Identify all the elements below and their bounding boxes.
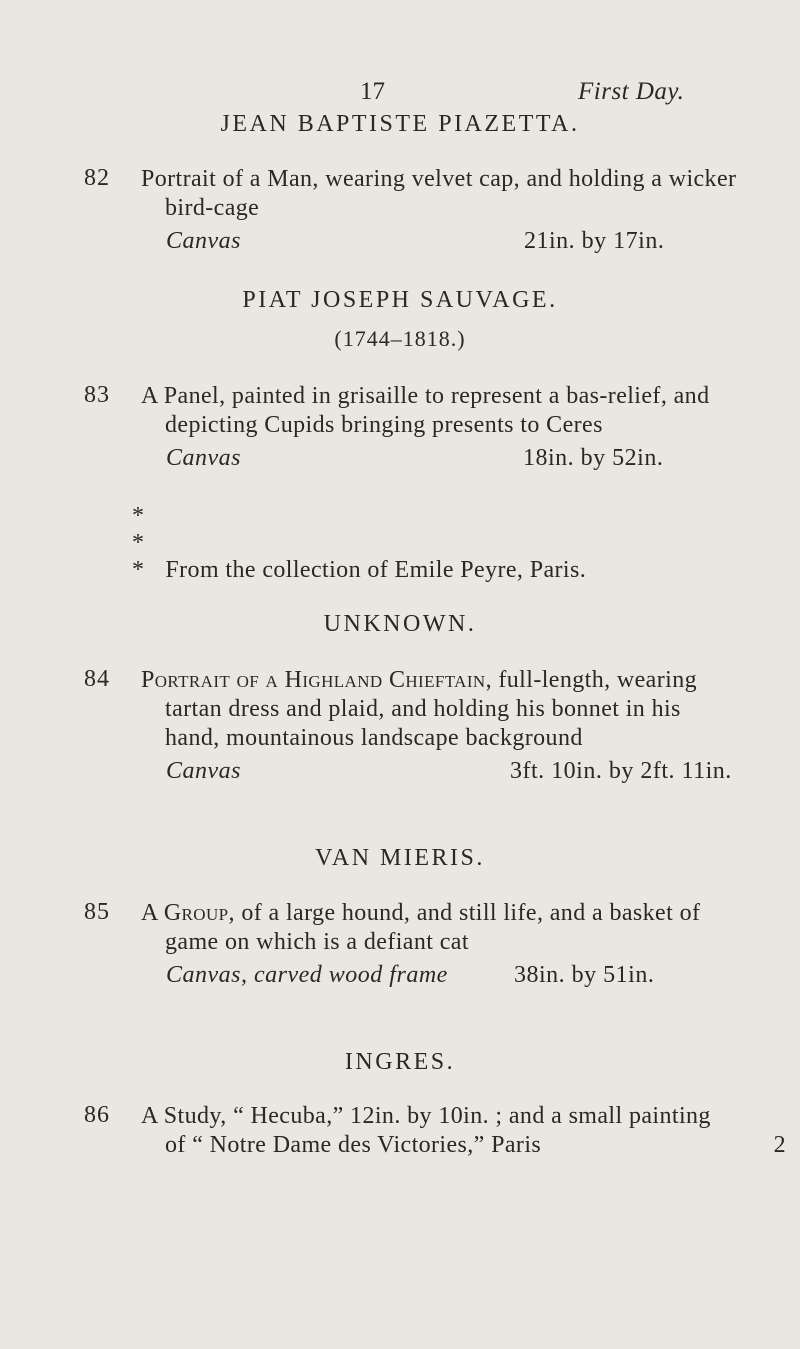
lot-number: 85: [84, 899, 110, 925]
lot-size: 18in. by 52in.: [523, 445, 664, 471]
lot-number: 84: [84, 666, 110, 692]
lot-description-line: Portrait of a Man, wearing velvet cap, and holding a wicker: [141, 166, 737, 192]
lot-description-line: A Panel, painted in grisaille to represent a bas-relief, and: [141, 383, 710, 409]
artist-dates: (1744–1818.): [334, 326, 466, 351]
lot-description: [141, 899, 786, 957]
lot-medium-row: [0, 962, 800, 992]
lot-description: [141, 382, 786, 440]
artist-heading: JEAN BAPTISTE PIAZETTA.: [220, 111, 580, 137]
lot-title: Group,: [163, 900, 235, 926]
lot-description-line: game on which is a defiant cat: [165, 929, 469, 955]
page-number: 17: [360, 78, 385, 105]
lot-description-line: [141, 1131, 786, 1160]
lot-description-line: full-length, wearing: [498, 667, 697, 693]
lot-description: [141, 165, 786, 223]
artist-heading: INGRES.: [344, 1049, 456, 1075]
lot-size: 38in. by 51in.: [514, 962, 655, 988]
lot-number: 86: [84, 1102, 110, 1128]
asterism-mark: * * *: [132, 503, 150, 583]
artist-heading: VAN MIERIS.: [315, 845, 485, 871]
lot-number: 82: [84, 165, 110, 191]
lot-medium-row: [0, 228, 800, 258]
provenance-text: From the collection of Emile Peyre, Paris.: [165, 557, 587, 583]
lot-medium-row: [0, 445, 800, 475]
lot-description-line: depicting Cupids bringing presents to Ceres: [165, 412, 603, 438]
lot-description-line: of a large hound, and still life, and a basket of: [241, 900, 701, 926]
lot-item-count: 2: [773, 1132, 786, 1158]
lot-medium-row: [0, 758, 800, 788]
lot-description-line: tartan dress and plaid, and holding his bonnet in his: [165, 696, 681, 722]
lot-size: 3ft. 10in. by 2ft. 11in.: [510, 758, 732, 784]
lot-description: [141, 666, 786, 753]
lot-medium: Canvas: [166, 228, 241, 254]
lot-description-line: hand, mountainous landscape background: [165, 725, 583, 751]
lot-medium: Canvas: [166, 758, 241, 784]
artist-heading: PIAT JOSEPH SAUVAGE.: [242, 287, 558, 313]
lot-description-text: of “ Notre Dame des Victories,” Paris: [165, 1132, 542, 1158]
provenance-note: [132, 503, 586, 584]
lot-lead: A: [141, 900, 158, 926]
lot-medium: Canvas: [166, 445, 241, 471]
artist-heading: UNKNOWN.: [323, 611, 477, 637]
lot-size: 21in. by 17in.: [524, 228, 665, 254]
running-head: [0, 78, 800, 108]
lot-medium: Canvas, carved wood frame: [166, 962, 448, 988]
lot-description-line: bird-cage: [165, 195, 260, 221]
lot-title: Portrait of a Highland Chieftain,: [141, 667, 492, 693]
day-label: First Day.: [578, 78, 685, 105]
lot-description: [141, 1102, 786, 1160]
lot-number: 83: [84, 382, 110, 408]
lot-description-line: A Study, “ Hecuba,” 12in. by 10in. ; and a small painting: [141, 1103, 711, 1129]
